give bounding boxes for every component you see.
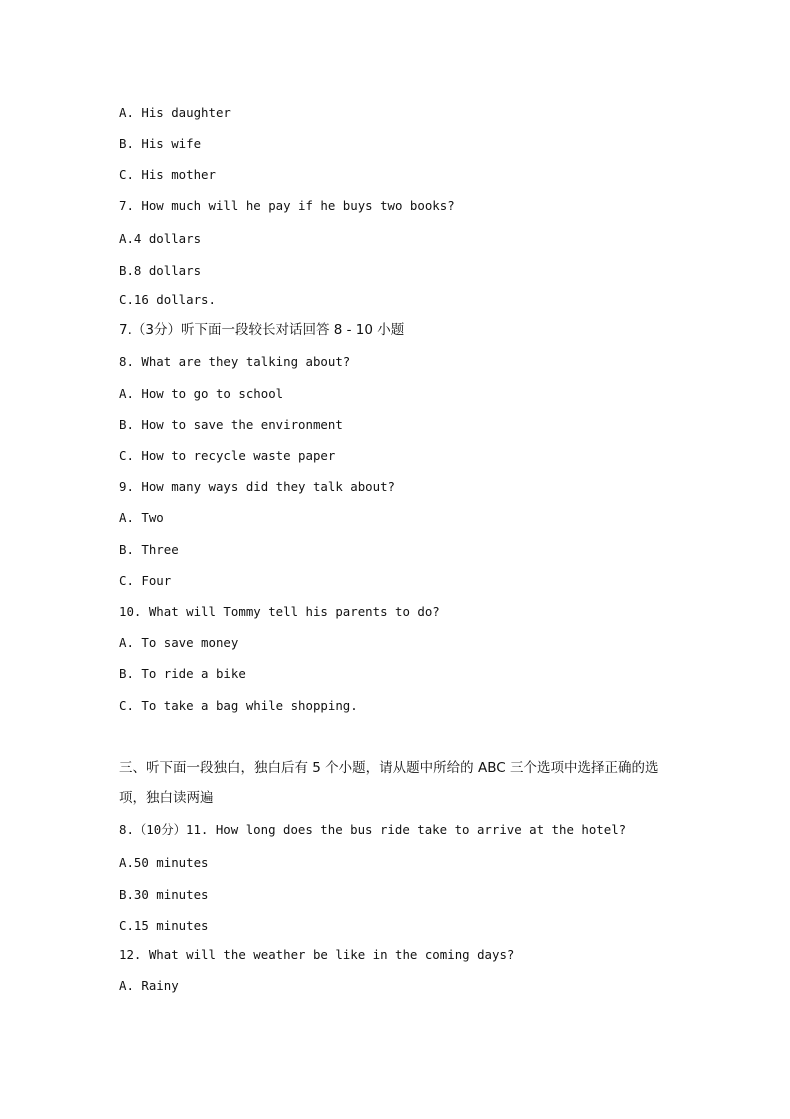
option-a-4-dollars: A.4 dollars (119, 231, 202, 246)
option-b-8-dollars: B.8 dollars (119, 263, 202, 278)
option-a-rainy: A. Rainy (119, 978, 179, 993)
option-c-take-bag: C. To take a bag while shopping. (119, 698, 358, 713)
question-11: 8.（10分）11. How long does the bus ride take to arrive at the hotel? (119, 822, 627, 837)
option-a-daughter: A. His daughter (119, 105, 231, 120)
option-a-school: A. How to go to school (119, 386, 284, 401)
option-c-16-dollars: C.16 dollars. (119, 292, 216, 307)
option-c-recycle: C. How to recycle waste paper (119, 448, 336, 463)
section-instruction-8-10: 7.（3分）听下面一段较长对话回答 8 - 10 小题 (119, 322, 405, 338)
option-b-environment: B. How to save the environment (119, 417, 343, 432)
section-three-instruction: 三、听下面一段独白，独白后有 5 个小题，请从题中所给的 ABC 三个选项中选择正确的选 (119, 760, 659, 776)
option-c-four: C. Four (119, 573, 172, 588)
question-8: 8. What are they talking about? (119, 354, 351, 369)
option-c-mother: C. His mother (119, 167, 216, 182)
option-b-30-minutes: B.30 minutes (119, 887, 209, 902)
section-three-instruction-cont: 项，独白读两遍 (119, 790, 214, 806)
question-9: 9. How many ways did they talk about? (119, 479, 396, 494)
option-b-ride-bike: B. To ride a bike (119, 666, 246, 681)
option-a-two: A. Two (119, 510, 164, 525)
question-7: 7. How much will he pay if he buys two books? (119, 198, 455, 213)
question-12: 12. What will the weather be like in the coming days? (119, 947, 515, 962)
option-a-50-minutes: A.50 minutes (119, 855, 209, 870)
option-a-save-money: A. To save money (119, 635, 239, 650)
option-c-15-minutes: C.15 minutes (119, 918, 209, 933)
option-b-wife: B. His wife (119, 136, 202, 151)
question-10: 10. What will Tommy tell his parents to do? (119, 604, 440, 619)
option-b-three: B. Three (119, 542, 179, 557)
